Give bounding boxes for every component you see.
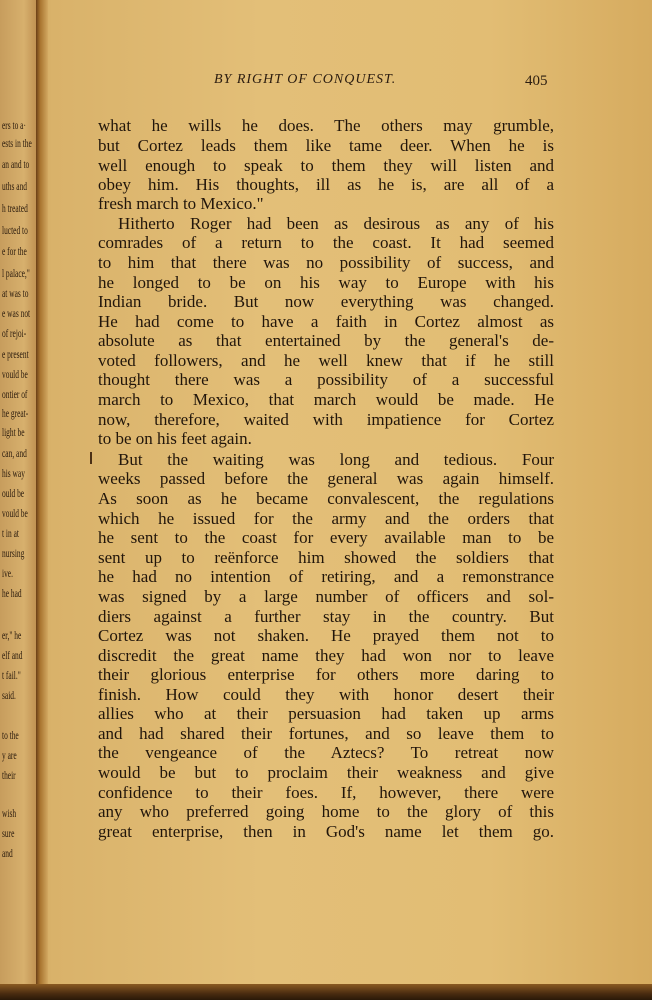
text-line: to be on his feet again.	[98, 429, 252, 448]
prev-page-fragment: elf and	[2, 648, 23, 662]
prev-page-fragment: e for the	[2, 244, 27, 258]
prev-page-fragment: ests in the	[2, 136, 32, 150]
prev-page-fragment: can, and	[2, 446, 27, 460]
prev-page-fragment: ontier of	[2, 387, 28, 401]
text-line: discredit the great name they had won nor to leave	[98, 646, 554, 665]
prev-page-fragment: t in at	[2, 526, 19, 540]
text-line: their glorious enterprise for others more daring to	[98, 665, 554, 684]
text-line: he sent to the coast for every available man to be	[98, 528, 554, 547]
text-line: what he wills he does. The others may grumble,	[98, 116, 554, 135]
prev-page-fragment: lucted to	[2, 223, 28, 237]
text-line: but Cortez leads them like tame deer. When he is	[98, 136, 554, 155]
prev-page-fragment: of rejoi-	[2, 326, 27, 340]
prev-page-fragment: y are	[2, 748, 17, 762]
text-line: confidence to their foes. If, however, there were	[98, 783, 554, 802]
text-line: sent up to reënforce him showed the soldiers that	[98, 548, 554, 567]
prev-page-fragment: light be	[2, 425, 25, 439]
prev-page-fragment: ive.	[2, 566, 13, 580]
margin-mark	[90, 452, 92, 464]
text-line: obey him. His thoughts, ill as he is, are all of a	[98, 175, 554, 194]
prev-page-fragment: he great-	[2, 406, 29, 420]
prev-page-fragment: at was to	[2, 286, 29, 300]
text-line: Hitherto Roger had been as desirous as any of his	[118, 214, 554, 233]
prev-page-fragment: said.	[2, 688, 16, 702]
page-bottom-edge	[0, 984, 652, 1000]
text-line: to him that there was no possibility of success, and	[98, 253, 554, 272]
text-line: now, therefore, waited with impatience for Cortez	[98, 410, 554, 429]
text-line: would be but to proclaim their weakness and give	[98, 763, 554, 782]
prev-page-fragment: and	[2, 846, 13, 860]
prev-page-fragment: nursing	[2, 546, 25, 560]
prev-page-fragment: t fail."	[2, 668, 21, 682]
text-line: But the waiting was long and tedious. Four	[118, 450, 554, 469]
prev-page-fragment: an and to	[2, 157, 30, 171]
text-line: comrades of a return to the coast. It had seemed	[98, 233, 554, 252]
prev-page-fragment: to the	[2, 728, 19, 742]
text-line: voted followers, and he well knew that if he still	[98, 351, 554, 370]
text-line: finish. How could they with honor desert their	[98, 685, 554, 704]
text-line: weeks passed before the general was again himself.	[98, 469, 554, 488]
text-line: fresh march to Mexico."	[98, 194, 264, 213]
previous-page-edge	[0, 0, 40, 1000]
prev-page-fragment: his way	[2, 466, 25, 480]
text-line: great enterprise, then in God's name let them go.	[98, 822, 554, 841]
text-line: march to Mexico, that march would be made. He	[98, 390, 554, 409]
prev-page-fragment: e present	[2, 347, 29, 361]
prev-page-fragment: l palace,"	[2, 266, 30, 280]
text-line: well enough to speak to them they will listen and	[98, 156, 554, 175]
prev-page-fragment: vould be	[2, 367, 28, 381]
text-line: As soon as he became convalescent, the regulations	[98, 489, 554, 508]
prev-page-fragment: h treated	[2, 201, 28, 215]
prev-page-fragment: er," he	[2, 628, 22, 642]
text-line: he had no intention of retiring, and a remonstrance	[98, 567, 554, 586]
prev-page-fragment: wish	[2, 806, 17, 820]
page-number: 405	[525, 73, 548, 89]
prev-page-fragment: e was not	[2, 306, 31, 320]
prev-page-fragment: sure	[2, 826, 15, 840]
text-line: any who preferred going home to the glory of this	[98, 802, 554, 821]
text-line: diers against a further stay in the country. But	[98, 607, 554, 626]
text-line: thought there was a possibility of a successful	[98, 370, 554, 389]
text-line: He had come to have a faith in Cortez almost as	[98, 312, 554, 331]
prev-page-fragment: uths and	[2, 179, 28, 193]
book-gutter	[36, 0, 48, 1000]
text-line: allies who at their persuasion had taken up arms	[98, 704, 554, 723]
text-line: Cortez was not shaken. He prayed them not to	[98, 626, 554, 645]
text-line: Indian bride. But now everything was changed.	[98, 292, 554, 311]
prev-page-fragment: ould be	[2, 486, 25, 500]
prev-page-fragment: their	[2, 768, 16, 782]
prev-page-fragment: vould be	[2, 506, 28, 520]
text-line: the vengeance of the Aztecs? To retreat now	[98, 743, 554, 762]
prev-page-fragment: he had	[2, 586, 22, 600]
text-line: absolute as that entertained by the general's de-	[98, 331, 554, 350]
running-title: BY RIGHT OF CONQUEST.	[214, 72, 397, 87]
text-line: was signed by a large number of officers and sol-	[98, 587, 554, 606]
text-line: which he issued for the army and the orders that	[98, 509, 554, 528]
prev-page-fragment: ers to a·	[2, 118, 26, 132]
text-line: and had shared their fortunes, and so leave them to	[98, 724, 554, 743]
text-line: he longed to be on his way to Europe with his	[98, 273, 554, 292]
